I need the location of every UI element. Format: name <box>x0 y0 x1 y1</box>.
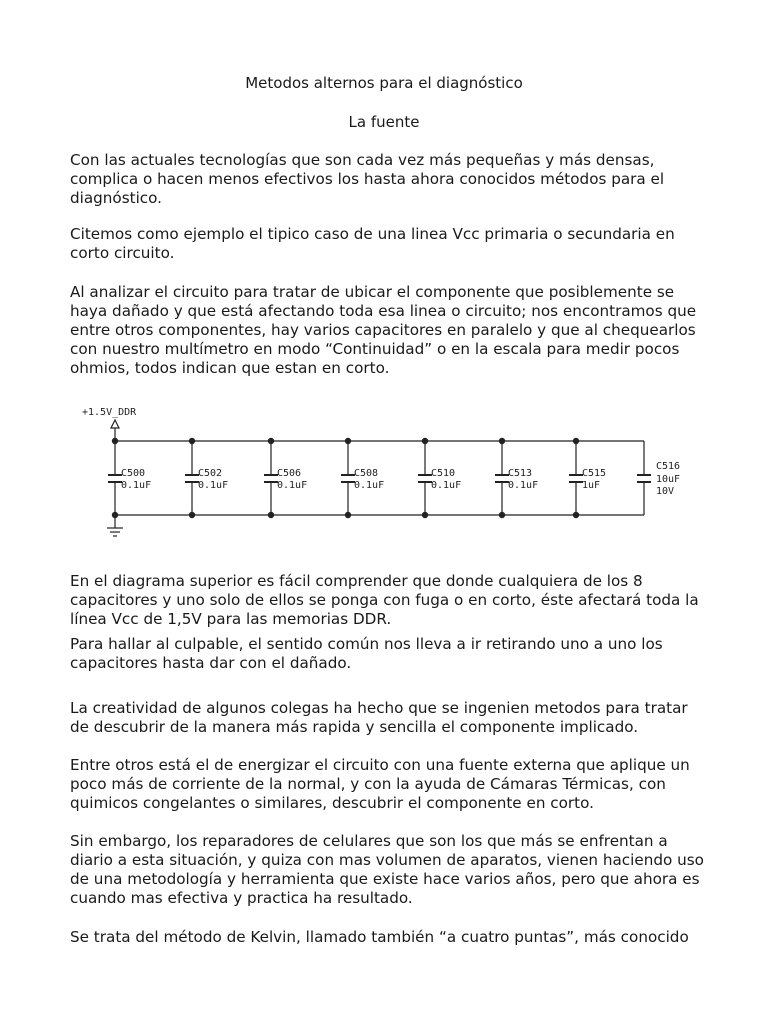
capacitor-ref-c506: C506 <box>277 468 302 479</box>
capacitor-value: 0.1uF <box>277 480 308 491</box>
capacitor-rating: 10V <box>656 486 675 497</box>
paragraph-2: Citemos como ejemplo el tipico caso de una linea Vcc primaria o secundaria en corto circuito. <box>70 225 675 262</box>
capacitor-value: 10uF <box>656 474 681 485</box>
junction-dot <box>573 438 579 444</box>
junction-dot <box>345 438 351 444</box>
paragraph-9: Se trata del método de Kelvin, llamado también “a cuatro puntas”, más conocido <box>70 928 689 946</box>
paragraph-7: Entre otros está el de energizar el circuito con una fuente externa que aplique un poco más de corriente de la normal, y con la ayuda de Cámaras Térmicas, con quimicos congelantes o similares, descubrir el componente en corto. <box>70 756 690 812</box>
capacitor-schematic <box>74 398 714 548</box>
capacitor-ref-c515: C515 <box>582 468 607 479</box>
capacitor-ref-c510: C510 <box>431 468 456 479</box>
supply-arrow <box>111 420 119 428</box>
capacitor-value: 0.1uF <box>431 480 462 491</box>
capacitor-ref-c502: C502 <box>198 468 223 479</box>
junction-dot <box>345 512 351 518</box>
document-subtitle: La fuente <box>348 113 420 131</box>
capacitor-ref-c513: C513 <box>508 468 533 479</box>
paragraph-8: Sin embargo, los reparadores de celulares que son los que más se enfrentan a diario a esta situación, y quiza con mas volumen de aparatos, vienen haciendo uso de una metodología y herramienta que existe hace varios años, pero que ahora es cuando mas efectiva y practica ha resultado. <box>70 832 704 907</box>
capacitor-ref-c500: C500 <box>121 468 146 479</box>
paragraph-4: En el diagrama superior es fácil comprender que donde cualquiera de los 8 capacitores y uno solo de ellos se ponga con fuga o en corto, éste afectará toda la línea Vcc de 1,5V para las memorias DDR. <box>70 572 699 628</box>
junction-dot <box>422 438 428 444</box>
paragraph-1: Con las actuales tecnologías que son cada vez más pequeñas y más densas, complica o hacen menos efectivos los hasta ahora conocidos métodos para el diagnóstico. <box>70 151 665 207</box>
junction-dot <box>422 512 428 518</box>
junction-dot <box>112 438 118 444</box>
capacitor-ref-c508: C508 <box>354 468 379 479</box>
junction-dot <box>189 438 195 444</box>
junction-dot <box>499 512 505 518</box>
junction-dot <box>112 512 118 518</box>
capacitor-ref-c516: C516 <box>656 461 681 472</box>
capacitor-value: 0.1uF <box>508 480 539 491</box>
paragraph-3: Al analizar el circuito para tratar de ubicar el componente que posiblemente se haya dañado y que está afectando toda esa linea o circuito; nos encontramos que entre otros componentes, hay varios capacitores en paralelo y que al chequearlos con nuestro multímetro en modo “Continuidad” o en la escala para medir pocos ohmios, todos indican que estan en corto. <box>70 283 697 377</box>
net-label: +1.5V_DDR <box>82 407 137 418</box>
junction-dot <box>189 512 195 518</box>
paragraph-5: Para hallar al culpable, el sentido común nos lleva a ir retirando uno a uno los capacitores hasta dar con el dañado. <box>70 635 663 672</box>
capacitor-value: 0.1uF <box>121 480 152 491</box>
junction-dot <box>268 512 274 518</box>
junction-dot <box>268 438 274 444</box>
junction-dot <box>573 512 579 518</box>
capacitor-value: 0.1uF <box>198 480 229 491</box>
document-title: Metodos alternos para el diagnóstico <box>245 74 523 92</box>
paragraph-6: La creatividad de algunos colegas ha hecho que se ingenien metodos para tratar de descubrir de la manera más rapida y sencilla el componente implicado. <box>70 699 688 736</box>
capacitor-value: 1uF <box>582 480 601 491</box>
capacitor-value: 0.1uF <box>354 480 385 491</box>
junction-dot <box>499 438 505 444</box>
